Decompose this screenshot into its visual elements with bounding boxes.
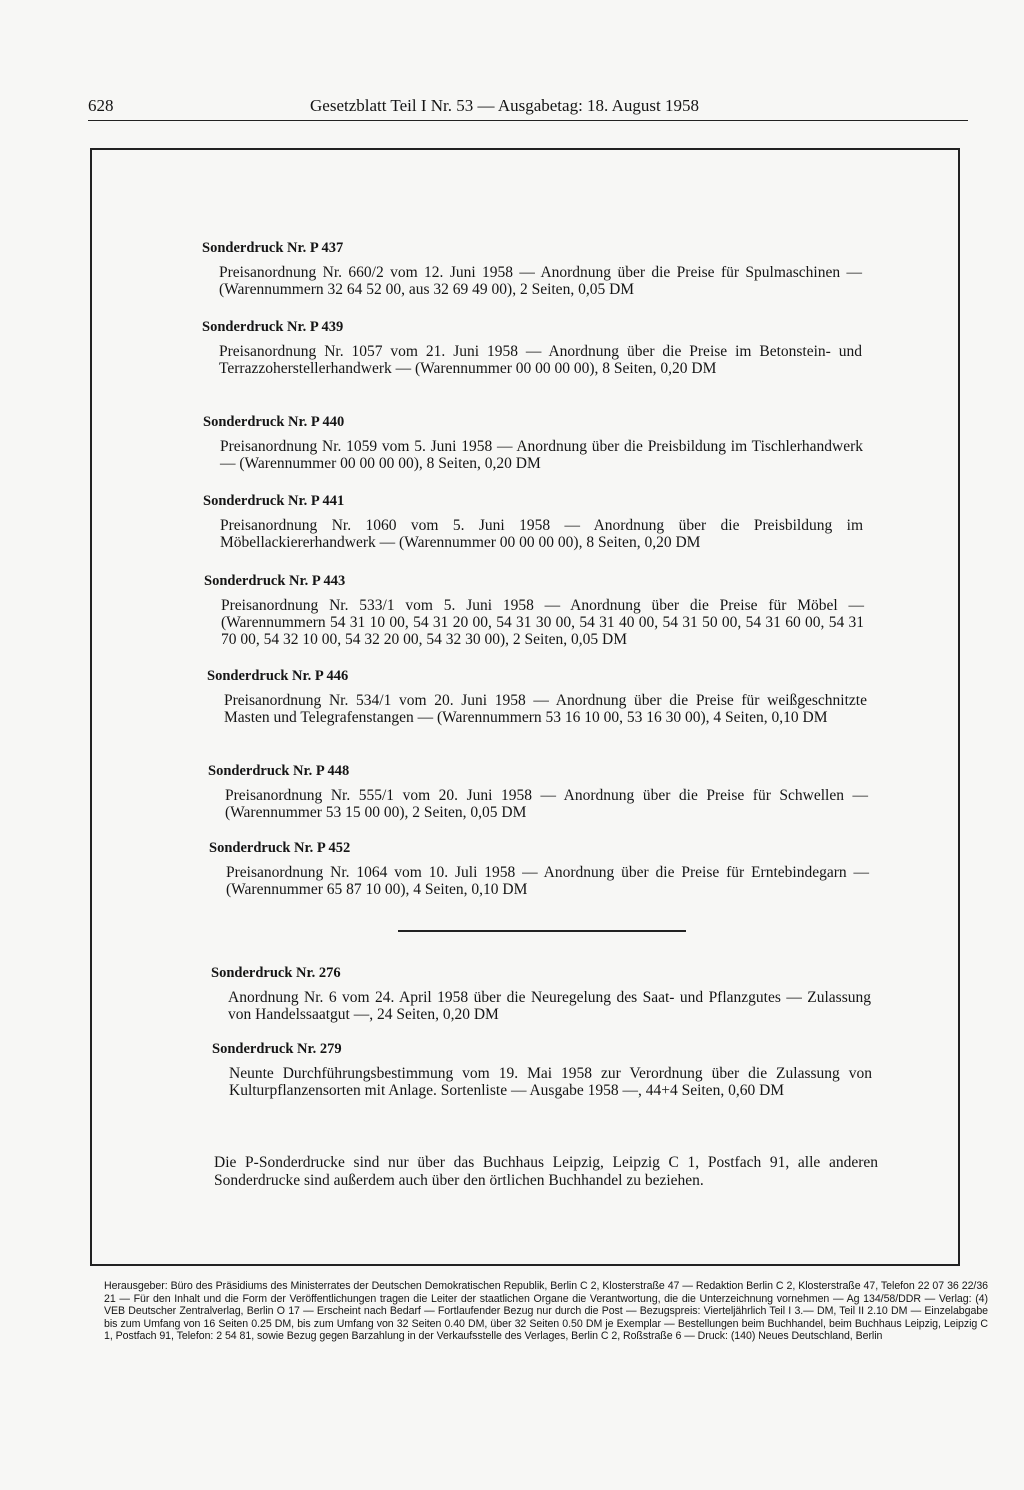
entry-title: Sonderdruck Nr. 276 <box>211 965 341 981</box>
entry-p439 <box>202 319 862 377</box>
entry-p443 <box>204 573 864 648</box>
page-number: 628 <box>88 96 114 115</box>
page-header <box>88 96 968 120</box>
entry-title: Sonderdruck Nr. 279 <box>212 1041 342 1057</box>
entry-title: Sonderdruck Nr. P 446 <box>207 668 349 684</box>
entry-description: Preisanordnung Nr. 1057 vom 21. Juni 1958 — Anordnung über die Preise im Betonstein- und Terrazzoherstellerhandwerk — (Warennummer 00 00 00 00), 8 Seiten, 0,20 DM <box>219 343 862 377</box>
imprint: Herausgeber: Büro des Präsidiums des Ministerrates der Deutschen Demokratischen Republik, Berlin C 2, Klosterstraße 47 — Redaktion Berlin C 2, Klosterstraße 47, Telefon 22 07 36 22/36 21 — Für den Inhalt und die Form der Veröffentlichungen tragen die Leiter der staatlichen Organe die Verantwortung, die die Unterzeichnung vornehmen — Ag 134/58/DDR — Verlag: (4) VEB Deutscher Zentralverlag, Berlin O 17 — Erscheint nach Bedarf — Fortlaufender Bezug nur durch die Post — Bezugspreis: Vierteljährlich Teil I 3.— DM, Teil II 2.10 DM — Einzelabgabe bis zum Umfang von 16 Seiten 0.25 DM, bis zum Umfang von 32 Seiten 0.40 DM, über 32 Seiten 0.50 DM je Exemplar — Bestellungen beim Buchhandel, beim Buchhaus Leipzig, Leipzig C 1, Postfach 91, Telefon: 2 54 81, sowie Bezug gegen Barzahlung in der Verkaufsstelle des Verlages, Berlin C 2, Roßstraße 6 — Druck: (140) Neues Deutschland, Berlin <box>104 1280 988 1343</box>
entry-p448 <box>208 763 868 821</box>
entry-description: Preisanordnung Nr. 1059 vom 5. Juni 1958 — Anordnung über die Preisbildung im Tischlerhandwerk — (Warennummer 00 00 00 00), 8 Seiten, 0,20 DM <box>220 438 863 472</box>
entry-description: Preisanordnung Nr. 1060 vom 5. Juni 1958 — Anordnung über die Preisbildung im Möbellackiererhandwerk — (Warennummer 00 00 00 00), 8 Seiten, 0,20 DM <box>220 517 863 551</box>
entry-description: Preisanordnung Nr. 1064 vom 10. Juli 1958 — Anordnung über die Preise für Erntebindegarn — (Warennummer 65 87 10 00), 4 Seiten, 0,10 DM <box>226 864 869 898</box>
entry-description: Preisanordnung Nr. 555/1 vom 20. Juni 1958 — Anordnung über die Preise für Schwellen — (Warennummer 53 15 00 00), 2 Seiten, 0,05 DM <box>225 787 868 821</box>
distribution-note: Die P-Sonderdrucke sind nur über das Buchhaus Leipzig, Leipzig C 1, Postfach 91, alle anderen Sonderdrucke sind außerdem auch über den örtlichen Buchhandel zu beziehen. <box>214 1154 878 1189</box>
entry-description: Anordnung Nr. 6 vom 24. April 1958 über die Neuregelung des Saat- und Pflanzgutes — Zulassung von Handelssaatgut —, 24 Seiten, 0,20 DM <box>228 989 871 1023</box>
entry-description: Preisanordnung Nr. 660/2 vom 12. Juni 1958 — Anordnung über die Preise für Spulmaschinen — (Warennummern 32 64 52 00, aus 32 69 49 00), 2 Seiten, 0,05 DM <box>219 264 862 298</box>
entry-p440 <box>203 414 863 472</box>
section-divider <box>398 930 686 932</box>
entry-p452 <box>209 840 869 898</box>
entry-276 <box>211 965 871 1023</box>
entry-title: Sonderdruck Nr. P 437 <box>202 240 344 256</box>
entry-title: Sonderdruck Nr. P 448 <box>208 763 350 779</box>
entry-279 <box>212 1041 872 1099</box>
entry-title: Sonderdruck Nr. P 452 <box>209 840 351 856</box>
entry-title: Sonderdruck Nr. P 441 <box>203 493 345 509</box>
entry-description: Preisanordnung Nr. 533/1 vom 5. Juni 1958 — Anordnung über die Preise für Möbel — (Warennummern 54 31 10 00, 54 31 20 00, 54 31 30 00, 54 31 40 00, 54 31 50 00, 54 31 60 00, 54 31 70 00, 54 32 10 00, 54 32 20 00, 54 32 30 00), 2 Seiten, 0,05 DM <box>221 597 864 648</box>
entry-p441 <box>203 493 863 551</box>
entry-title: Sonderdruck Nr. P 439 <box>202 319 344 335</box>
entry-title: Sonderdruck Nr. P 440 <box>203 414 345 430</box>
entry-description: Neunte Durchführungsbestimmung vom 19. Mai 1958 zur Verordnung über die Zulassung von Kulturpflanzensorten mit Anlage. Sortenliste — Ausgabe 1958 —, 44+4 Seiten, 0,60 DM <box>229 1065 872 1099</box>
entry-p446 <box>207 668 867 726</box>
header-rule <box>88 120 968 121</box>
entry-title: Sonderdruck Nr. P 443 <box>204 573 346 589</box>
entry-p437 <box>202 240 862 298</box>
running-head: Gesetzblatt Teil I Nr. 53 — Ausgabetag: 18. August 1958 <box>310 96 699 115</box>
entry-description: Preisanordnung Nr. 534/1 vom 20. Juni 1958 — Anordnung über die Preise für weißgeschnitzte Masten und Telegrafenstangen — (Warennummern 53 16 10 00, 53 16 30 00), 4 Seiten, 0,10 DM <box>224 692 867 726</box>
